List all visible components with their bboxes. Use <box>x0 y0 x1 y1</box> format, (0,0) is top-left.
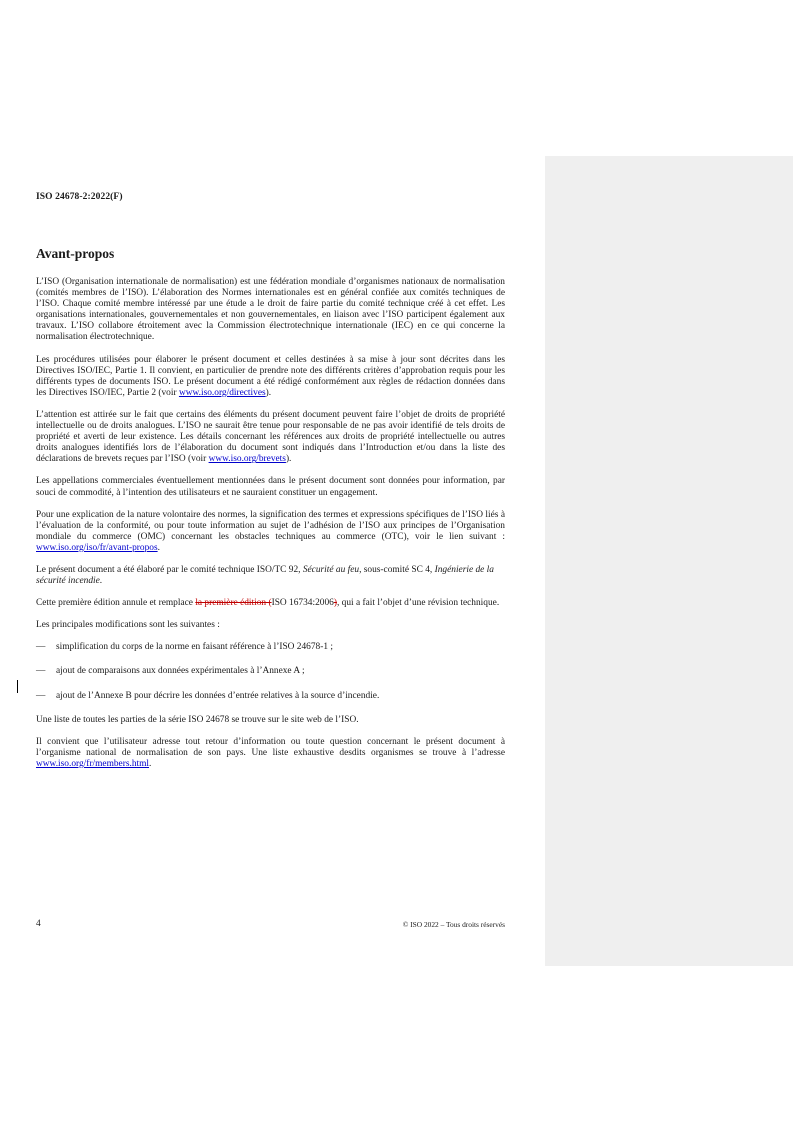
copyright-notice: © ISO 2022 – Tous droits réservés <box>402 920 505 929</box>
body-text <box>36 277 505 781</box>
paragraph-text: ISO 16734:2006 <box>271 598 334 609</box>
paragraph-text: L’attention est attirée sur le fait que certains des éléments du présent document peuvent faire l’objet de droits de propriété intellectuelle ou de droits analogues. L’ISO ne saurait être tenue pour responsable de ne pas avoir identifié de tels droits de propriété et averti de leur existence. Les détails concernant les références aux droits de propriété intellectuelle ou autres droits analogues identifiés lors de l’élaboration du document sont indiqués dans l’Introduction et/ou dans la liste des déclarations de brevets reçues par l’ISO (voir <box>36 409 505 465</box>
paragraph-committee <box>36 565 505 587</box>
patents-link[interactable]: www.iso.org/brevets <box>208 454 286 465</box>
members-link[interactable]: www.iso.org/fr/members.html <box>36 758 150 769</box>
paragraph-text: Cette première édition annule et remplace <box>36 598 196 609</box>
paragraph-text: , qui a fait l’objet d’une révision technique. <box>336 598 500 609</box>
paragraph-trade-names: Les appellations commerciales éventuellement mentionnées dans le présent document sont données pour information, par souci de commodité, à l’intention des utilisateurs et ne sauraient constituer un engagement. <box>36 476 505 498</box>
list-dash: — <box>36 642 46 653</box>
list-item <box>36 642 505 653</box>
list-item <box>36 666 505 677</box>
paragraph-series-list: Une liste de toutes les parties de la série ISO 24678 se trouve sur le site web de l’ISO. <box>36 714 359 725</box>
paragraph-voluntary-nature <box>36 510 505 554</box>
tracked-deletion[interactable]: ) <box>333 598 337 609</box>
paragraph-text: . <box>149 758 152 769</box>
list-dash: — <box>36 666 46 677</box>
page-number: 4 <box>36 919 41 929</box>
paragraph-feedback <box>36 737 505 770</box>
comment-pane <box>545 156 793 966</box>
paragraph-text: . <box>157 542 160 553</box>
paragraph-text: Les procédures utilisées pour élaborer le présent document et celles destinées à sa mise à jour sont décrites dans les Directives ISO/IEC, Partie 1. Il convient, en particulier de prendre note des différents critères d’approbation requis pour les différents types de documents ISO. Le présent document a été rédigé conformément aux règles de rédaction données dans les Directives ISO/IEC, Partie 2 (voir <box>36 354 505 398</box>
document-id: ISO 24678-2:2022(F) <box>36 192 123 202</box>
paragraph-patents <box>36 410 505 465</box>
committee-title: Sécurité au feu <box>302 564 360 575</box>
paragraph-text: , sous-comité SC 4, <box>359 564 435 575</box>
paragraph-iso-organisation: L’ISO (Organisation internationale de normalisation) est une fédération mondiale d’organismes nationaux de normalisation (comités membres de l’ISO). L’élaboration des Normes internationales est en général confiée aux comités techniques de l’ISO. Chaque comité membre intéressé par une étude a le droit de faire partie du comité technique créé à cet effet. Les organisations internationales, gouvernementales et non gouvernementales, en liaison avec l’ISO participent également aux travaux. L’ISO collabore étroitement avec la Commission électrotechnique internationale (IEC) en ce qui concerne la normalisation électrotechnique. <box>36 277 505 343</box>
list-item-text: simplification du corps de la norme en faisant référence à l’ISO 24678-1 ; <box>56 642 333 653</box>
subcommittee-title: Ingénierie de la sécurité incendie <box>36 564 494 587</box>
foreword-link[interactable]: www.iso.org/iso/fr/avant-propos <box>36 542 158 553</box>
list-item-text: ajout de comparaisons aux données expérimentales à l’Annexe A ; <box>56 666 305 677</box>
list-item-text: ajout de l’Annexe B pour décrire les données d’entrée relatives à la source d’incendie. <box>56 690 380 701</box>
paragraph-procedures <box>36 355 505 399</box>
paragraph-modifications-intro: Les principales modifications sont les suivantes : <box>36 620 220 631</box>
list-dash: — <box>36 690 46 701</box>
change-bar <box>17 680 18 693</box>
paragraph-text: Le présent document a été élaboré par le comité technique ISO/TC 92, <box>36 564 303 575</box>
tracked-deletion[interactable]: la première édition ( <box>195 598 272 609</box>
paragraph-text: . <box>99 576 103 587</box>
directives-link[interactable]: www.iso.org/directives <box>178 387 266 398</box>
paragraph-text: Il convient que l’utilisateur adresse tout retour d’information ou toute question concernant le présent document à l’organisme national de normalisation de son pays. Une liste exhaustive desdits organismes se trouve à l’adresse <box>36 736 505 758</box>
paragraph-text: ). <box>285 454 292 465</box>
paragraph-edition <box>36 598 505 609</box>
paragraph-text: ). <box>265 387 272 398</box>
section-title: Avant-propos <box>36 246 115 261</box>
list-item <box>36 691 505 702</box>
paragraph-text: Pour une explication de la nature volontaire des normes, la signification des termes et expressions spécifiques de l’ISO liés à l’évaluation de la conformité, ou pour toute information au sujet de l’adhésion de l’ISO aux principes de l’Organisation mondiale du commerce (OMC) concernant les obstacles techniques au commerce (OTC), voir le lien suivant : <box>36 509 505 542</box>
